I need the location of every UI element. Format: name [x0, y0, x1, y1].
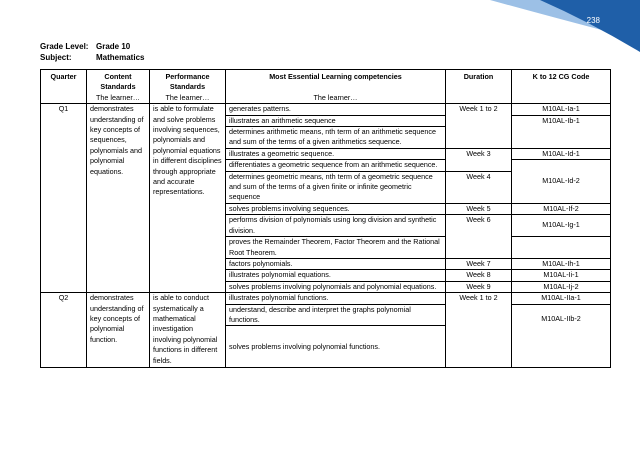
cg-code: M10AL-Ij-2 — [512, 281, 611, 292]
competency: differentiates a geometric sequence from an arithmetic sequence. — [226, 160, 446, 171]
grade-label: Grade Level: — [40, 42, 89, 51]
competency: solves problems involving sequences. — [226, 203, 446, 214]
duration: Week 7 — [446, 258, 512, 269]
melc-table — [40, 69, 611, 368]
competency: generates patterns. — [226, 104, 446, 115]
cg-code: M10AL-Ig-1 — [512, 215, 611, 237]
col-content-standards: Content Standards — [87, 70, 150, 93]
cg-code: M10AL-If-2 — [512, 203, 611, 214]
competency: factors polynomials. — [226, 258, 446, 269]
performance-standard: is able to formulate and solve problems involving sequences, polynomials and polynomial equations in different disciplines through appropriate and accurate representations. — [150, 104, 226, 293]
cg-code: M10AL-Id-2 — [512, 160, 611, 204]
cg-code: M10AL-Ih-1 — [512, 258, 611, 269]
subject-label: Subject: — [40, 53, 72, 62]
cg-code: M10AL-Ib-1 — [512, 115, 611, 126]
grade-value: Grade 10 — [96, 42, 131, 51]
quarter-cell: Q2 — [41, 293, 87, 368]
competency: illustrates a geometric sequence. — [226, 148, 446, 159]
duration: Week 9 — [446, 281, 512, 292]
subject-value: Mathematics — [96, 53, 145, 62]
duration: Week 6 — [446, 215, 512, 259]
learner-row — [41, 93, 611, 104]
competency: proves the Remainder Theorem, Factor Theorem and the Rational Root Theorem. — [226, 237, 446, 259]
duration: Week 4 — [446, 171, 512, 203]
cg-code: M10AL-Ii-1 — [512, 270, 611, 281]
competency: performs division of polynomials using long division and synthetic division. — [226, 215, 446, 237]
competency: illustrates polynomial equations. — [226, 270, 446, 281]
performance-standard: is able to conduct systematically a mathematical investigation involving polynomial functions in different fields. — [150, 293, 226, 368]
duration: Week 1 to 2 — [446, 104, 512, 149]
cg-code: M10AL-IIa-1 — [512, 293, 611, 304]
learner-label: The learner… — [150, 93, 226, 104]
competency: determines arithmetic means, nth term of an arithmetic sequence and sum of the terms of a given arithmetics sequence. — [226, 127, 446, 149]
corner-decoration — [0, 0, 640, 60]
page-number: 238 — [586, 16, 600, 25]
duration: Week 5 — [446, 203, 512, 214]
col-performance-standards: Performance Standards — [150, 70, 226, 93]
duration: Week 3 — [446, 148, 512, 171]
competency: understand, describe and interpret the graphs polynomial functions. — [226, 304, 446, 326]
competency: solves problems involving polynomials and polynomial equations. — [226, 281, 446, 292]
cg-code: M10AL-Ia-1 — [512, 104, 611, 115]
col-duration: Duration — [446, 70, 512, 93]
subject-line — [40, 53, 144, 62]
quarter-cell: Q1 — [41, 104, 87, 293]
duration: Week 8 — [446, 270, 512, 281]
table-header-row — [41, 70, 611, 93]
learner-label: The learner… — [226, 93, 446, 104]
competency: determines geometric means, nth term of a geometric sequence and sum of the terms of a given finite or infinite geometric sequence — [226, 171, 446, 203]
competency: illustrates polynomial functions. — [226, 293, 446, 304]
col-quarter: Quarter — [41, 70, 87, 93]
col-melc: Most Essential Learning competencies — [226, 70, 446, 93]
cg-code: M10AL-IIb-2 — [512, 304, 611, 368]
table-row — [41, 104, 611, 115]
content-standard: demonstrates understanding of key concepts of sequences, polynomials and polynomial equations. — [87, 104, 150, 293]
table-row — [41, 293, 611, 304]
competency: illustrates an arithmetic sequence — [226, 115, 446, 126]
col-code: K to 12 CG Code — [512, 70, 611, 93]
cg-code: M10AL-Id-1 — [512, 148, 611, 159]
content-standard: demonstrates understanding of key concepts of polynomial function. — [87, 293, 150, 368]
learner-label: The learner… — [87, 93, 150, 104]
competency: solves problems involving polynomial functions. — [226, 326, 446, 368]
duration: Week 1 to 2 — [446, 293, 512, 368]
grade-level-line — [40, 42, 130, 51]
